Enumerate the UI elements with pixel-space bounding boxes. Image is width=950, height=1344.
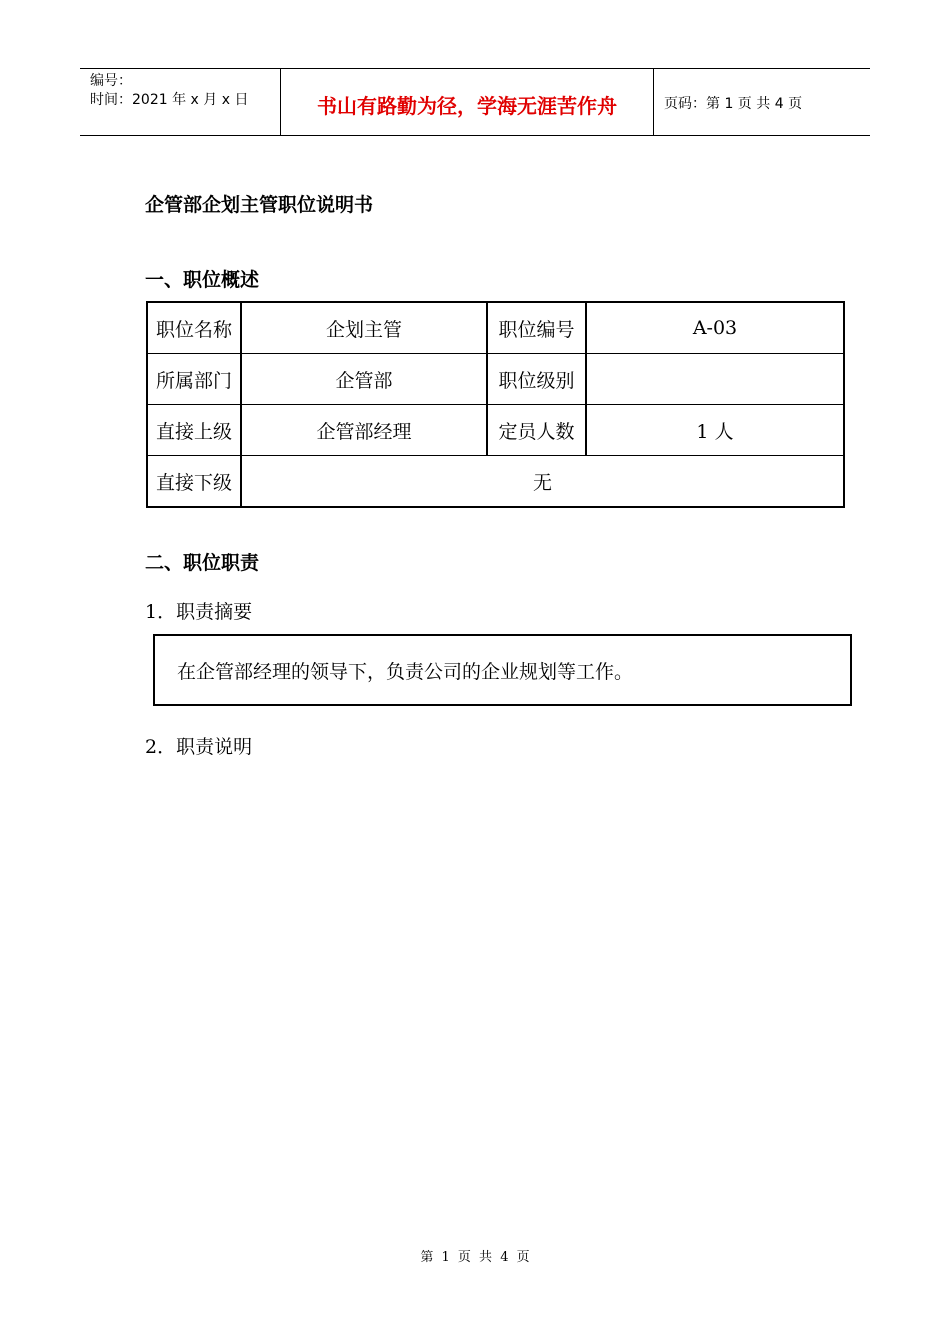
summary-text: 在企管部经理的领导下，负责公司的企业规划等工作。 (177, 660, 634, 683)
value-department: 企管部 (241, 354, 487, 405)
summary-box (153, 634, 852, 706)
table-row (147, 302, 844, 354)
label-position-name: 职位名称 (147, 302, 241, 354)
header-meta (80, 69, 281, 135)
section2-heading: 二、职位职责 (145, 552, 260, 574)
details-subheading: 2．职责说明 (145, 736, 253, 758)
page-header (80, 68, 870, 136)
label-direct-subordinate: 直接下级 (147, 456, 241, 508)
position-overview-table (146, 301, 845, 508)
value-position-level (586, 354, 844, 405)
value-direct-superior: 企管部经理 (241, 405, 487, 456)
table-row (147, 405, 844, 456)
page-footer: 第 1 页 共 4 页 (420, 1250, 530, 1265)
header-motto: 书山有路勤为径，学海无涯苦作舟 (281, 69, 654, 135)
number-label: 编号： (90, 73, 132, 89)
label-headcount: 定员人数 (487, 405, 586, 456)
summary-subheading: 1．职责摘要 (145, 601, 253, 623)
table-row (147, 354, 844, 405)
value-headcount: 1 人 (586, 405, 844, 456)
label-department: 所属部门 (147, 354, 241, 405)
document-title: 企管部企划主管职位说明书 (145, 194, 374, 216)
value-position-name: 企划主管 (241, 302, 487, 354)
date-label: 时间：2021 年 x 月 x 日 (90, 92, 249, 108)
value-direct-subordinate: 无 (241, 456, 844, 508)
label-position-level: 职位级别 (487, 354, 586, 405)
value-position-code: A-03 (586, 302, 844, 354)
header-page-info: 页码：第 1 页 共 4 页 (664, 96, 803, 112)
section1-heading: 一、职位概述 (145, 269, 260, 291)
table-row (147, 456, 844, 508)
label-direct-superior: 直接上级 (147, 405, 241, 456)
label-position-code: 职位编号 (487, 302, 586, 354)
